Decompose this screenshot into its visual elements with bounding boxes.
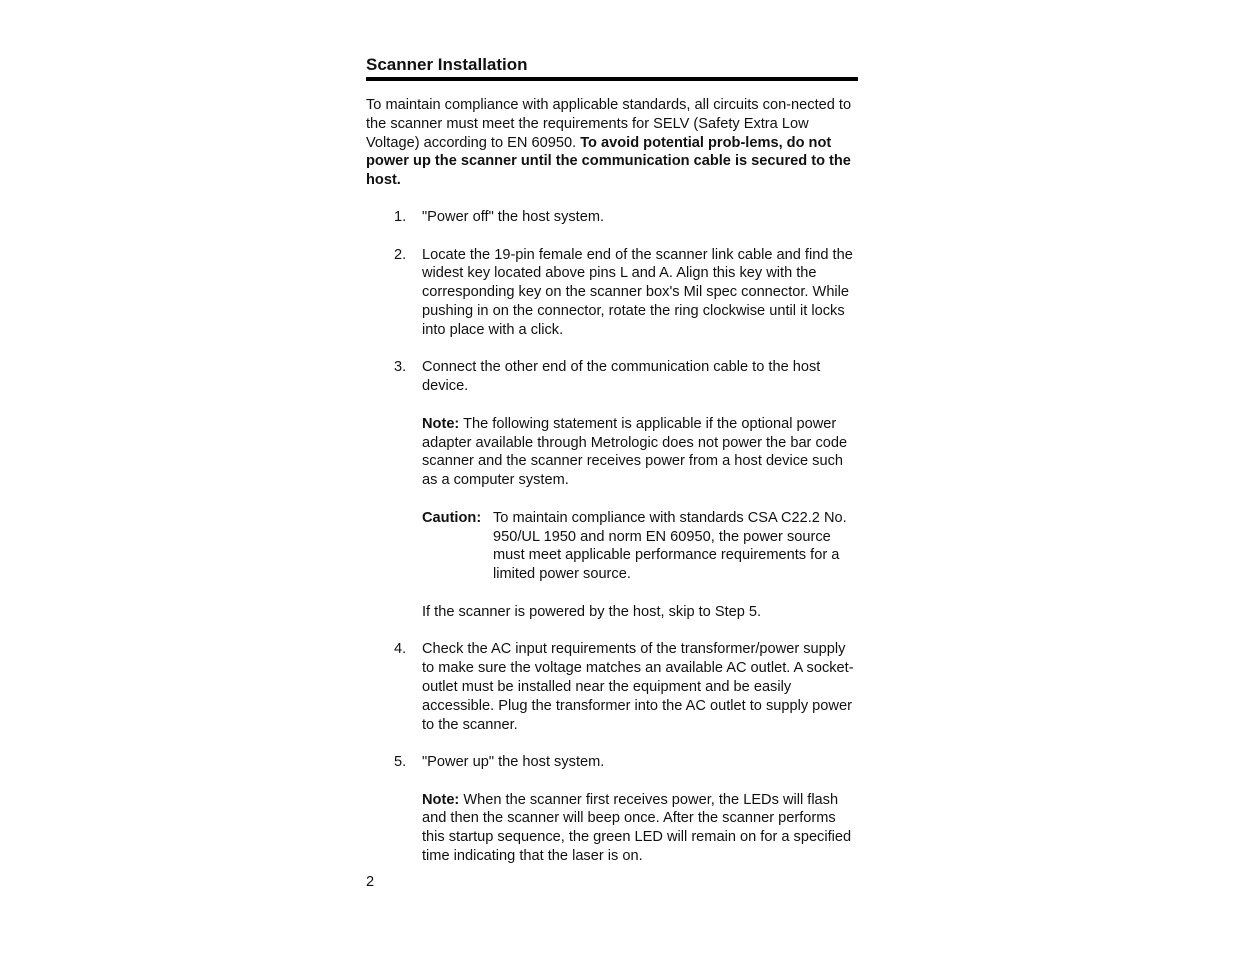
intro-paragraph [366,96,858,190]
step-text: "Power off" the host system. [422,208,605,225]
step-text: Locate the 19-pin female end of the scanner link cable and find the widest key located above pins L and A. Align this key with the corresponding key on the scanner box's Mil spec connector. While pushing in on the connector, rotate the ring clockwise until it locks into place with a click. [422,246,853,338]
note-label: Note: [422,415,460,432]
page-number: 2 [366,874,375,890]
step-text: Connect the other end of the communication cable to the host device. [422,359,821,395]
step-item-3 [366,358,858,621]
skip-instruction: If the scanner is powered by the host, skip to Step 5. [422,603,762,620]
step-number: 4. [394,641,407,658]
caution-block [422,509,858,584]
note-text: When the scanner first receives power, the LEDs will flash and then the scanner will beep once. After the scanner performs this startup sequence, the green LED will remain on for a specified time indicating that the laser is on. [422,791,852,865]
intro-warning: To avoid potential prob-lems, do not power up the scanner until the communication cable is secured to the host. [366,134,851,189]
step-item-1 [366,208,858,227]
installation-steps [366,208,858,866]
intro-text: To maintain compliance with applicable standards, all circuits con-nected to the scanner must meet the requirements for SELV (Safety Extra Low Voltage) according to EN 60950. [366,97,852,151]
step-text: "Power up" the host system. [422,754,605,771]
caution-label: Caution: [422,509,482,526]
step-number: 3. [394,359,407,376]
step-note [422,791,858,866]
step-item-4 [366,640,858,734]
caution-text: To maintain compliance with standards CSA C22.2 No. 950/UL 1950 and norm EN 60950, the power source must meet applicable performance requirements for a limited power source. [493,509,847,583]
step-number: 5. [394,754,407,771]
step-item-5 [366,753,858,866]
step-note [422,415,858,490]
step-number: 1. [394,208,407,225]
note-label: Note: [422,791,460,808]
step-number: 2. [394,246,407,263]
step-text: Check the AC input requirements of the transformer/power supply to make sure the voltage matches an available AC outlet. A socket-outlet must be installed near the equipment and be easily accessible. Plug the transformer into the AC outlet to supply power to the scanner. [422,641,854,733]
section-title: Scanner Installation [366,54,858,81]
note-text: The following statement is applicable if the optional power adapter available through Metrologic does not power the bar code scanner and the scanner receives power from a host device such as a computer system. [422,415,848,489]
step-item-2 [366,246,858,340]
document-page [366,54,858,885]
